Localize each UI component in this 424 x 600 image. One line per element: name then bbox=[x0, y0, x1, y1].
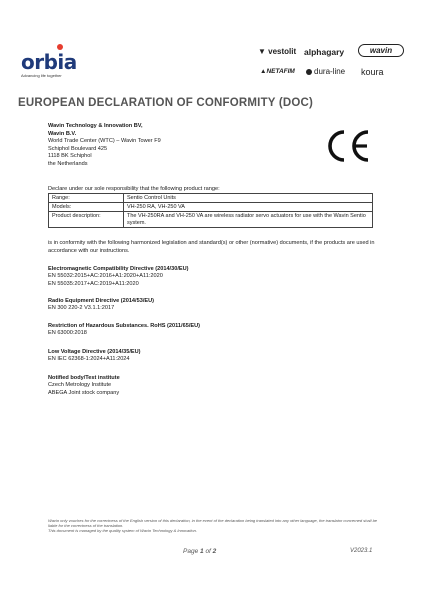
table-label: Models: bbox=[49, 203, 124, 212]
address-line-2: Schiphol Boulevard 425 bbox=[48, 145, 108, 152]
address-line-1: World Trade Center (WTC) – Wavin Tower F9 bbox=[48, 138, 161, 145]
directive-heading: Restriction of Hazardous Substances. RoHS (2011/65/EU) bbox=[48, 323, 201, 329]
directive-emc bbox=[48, 266, 189, 288]
directive-standard: EN 55032:2015+AC:2016+A1:2020+A11:2020 bbox=[48, 273, 163, 280]
directive-standard: EN IEC 62368-1:2024+A11:2024 bbox=[48, 356, 130, 363]
footer-note-2: This document is managed by the quality system of Wavin Technology & Innovation. bbox=[48, 528, 197, 533]
company-name-1: Wavin Technology & Innovation BV, bbox=[48, 123, 143, 129]
directive-heading: Electromagnetic Compatibility Directive (2014/30/EU) bbox=[48, 266, 189, 272]
directive-rohs bbox=[48, 323, 200, 338]
vestolit-logo: ▼ vestolit bbox=[258, 47, 297, 56]
netafim-logo: ▲NETAFIM bbox=[260, 68, 295, 75]
directive-standard: EN 55035:2017+AC:2019+A11:2020 bbox=[48, 280, 139, 287]
directive-standard: Czech Metrology Institute bbox=[48, 382, 112, 389]
table-label: Product description: bbox=[49, 212, 124, 228]
table-row bbox=[49, 194, 373, 203]
document-version: V2023.1 bbox=[350, 548, 373, 554]
duraline-mark-icon bbox=[306, 69, 312, 75]
orbia-logo: orbia bbox=[21, 50, 77, 74]
declaration-intro: Declare under our sole responsibility that the following product range: bbox=[48, 186, 220, 192]
ce-mark-icon bbox=[324, 128, 372, 164]
table-row bbox=[49, 212, 373, 228]
directive-red bbox=[48, 298, 154, 313]
netafim-mark-icon: ▲ bbox=[260, 68, 267, 75]
company-name-2: Wavin B.V. bbox=[48, 130, 77, 137]
page-number: Page 1 of 2 bbox=[183, 548, 217, 555]
orbia-tagline: Advancing life together bbox=[21, 73, 62, 78]
table-row bbox=[49, 203, 373, 212]
table-value: The VH-250RA and VH-250 VA are wireless radiator servo actuators for use with the Wavin Sentio system. bbox=[124, 212, 373, 228]
directive-heading: Low Voltage Directive (2014/35/EU) bbox=[48, 349, 141, 355]
table-value: Sentio Control Units bbox=[124, 194, 373, 203]
notified-body bbox=[48, 375, 120, 397]
address-line-3: 1118 BK Schiphol bbox=[48, 153, 92, 160]
product-table bbox=[48, 193, 373, 228]
directive-standard: EN 300 220-2 V3.1.1:2017 bbox=[48, 305, 115, 312]
wavin-logo: wavin bbox=[358, 44, 404, 57]
table-value: VH-250 RA, VH-250 VA bbox=[124, 203, 373, 212]
conformity-statement: is in conformity with the following harmonized legislation and standard(s) or other (normative) documents, if the products are used in accordance with our instructions. bbox=[48, 240, 375, 254]
footer-note-1: Wavin only vouches for the correctness of the English version of this declaration, in the event of the declaration being translated into any other language, the translator concerned shall be liable for the correctness of the translation. bbox=[48, 518, 378, 528]
directive-heading: Notified body/Test institute bbox=[48, 375, 120, 381]
company-address bbox=[48, 123, 161, 169]
directive-standard: ABEGA Joint stock company bbox=[48, 389, 120, 396]
vestolit-mark-icon: ▼ bbox=[258, 47, 266, 56]
footer-disclaimer bbox=[48, 518, 383, 533]
directive-lvd bbox=[48, 349, 141, 364]
duraline-logo: dura-line bbox=[306, 67, 345, 76]
koura-logo: koura bbox=[361, 67, 384, 77]
alphagary-logo: alphagary bbox=[304, 47, 345, 57]
document-title: EUROPEAN DECLARATION OF CONFORMITY (DOC) bbox=[18, 97, 314, 109]
table-label: Range: bbox=[49, 194, 124, 203]
directive-heading: Radio Equipment Directive (2014/53/EU) bbox=[48, 298, 155, 304]
address-line-4: the Netherlands bbox=[48, 160, 88, 167]
directive-standard: EN 63000:2018 bbox=[48, 330, 87, 337]
